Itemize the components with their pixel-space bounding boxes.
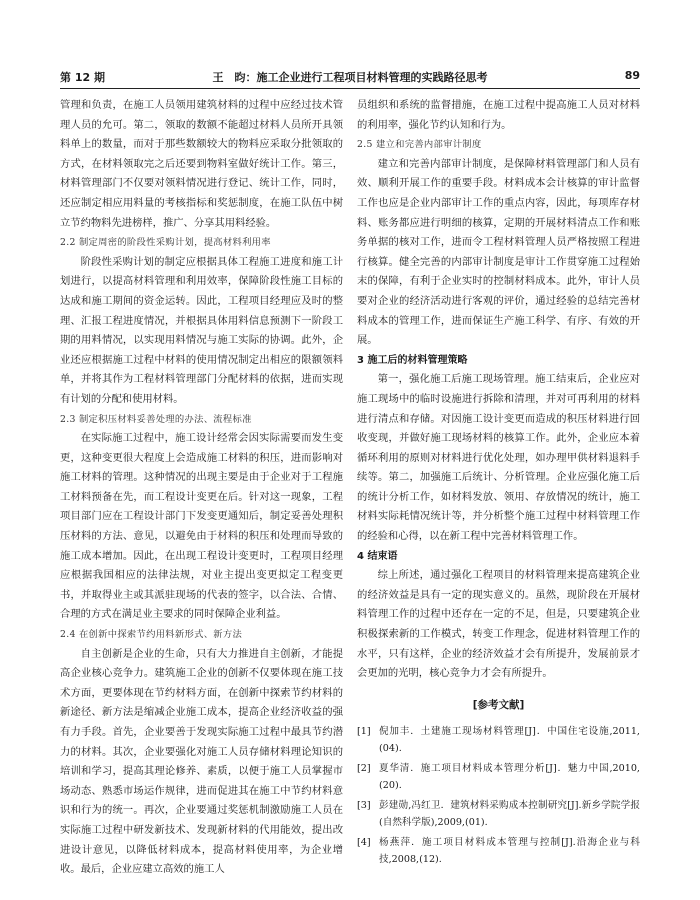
section-heading-2-3: 2.3 制定积压材料妥善处理的办法、流程标准 [60,413,252,425]
right-column [357,96,640,871]
paragraph: 第一，强化施工后施工现场管理。施工结束后，企业应对施工现场中的临时设施进行拆除和清理，并对可再利用的材料进行清点和存储。对因施工设计变更而造成的积压材料进行回收变现，并做好施工现场材料的核算工作。此外，企业应本着循环利用的原则对材料进行优化处理，如办理甲供材料退料手续等。第二，加强施工后统计、分析管理。企业应强化施工后的统计分析工作，如材料发放、领用、存放情况的统计，施工材料实际耗情况统计等，并分析整个施工过程中材料管理工作的经验和心得，以在新工程中完善材料管理工作。 [357,373,640,543]
paragraph: 建立和完善内部审计制度，是保障材料管理部门和人员有效、顺利开展工作的重要手段。材料成本会计核算的审计监督工作也应是企业内部审计工作的重点内容，因此，每项库存材料、账务都应进行明细的核算，定期的开展材料清点工作和账务单据的核对工作，进而令工程材料管理人员严格按照工程进行核算。健全完善的内部审计制度是审计工作贯穿施工过程始末的保障，有利于企业实时的控制材料成本。此外，审计人员要对企业的经济活动进行客观的评价，通过经验的总结完善材料成本的管理工作，进而保证生产施工科学、有序、有效的开展。 [357,157,640,347]
section-heading-2-2: 2.2 制定周密的阶段性采购计划，提高材料利用率 [60,237,271,249]
reference-number: [4] [357,837,371,849]
paragraph: 在实际施工过程中，施工设计经常会因实际需要而发生变更，这种变更很大程度上会造成施工材料的积压，进而影响对施工材料的管理。这种情况的出现主要是由于企业对于工程施工材料预备在先，而工程设计变更在后。针对这一现象，工程项目部门应在工程设计部门下发变更通知后，制定妥善处理积压材料的方法、意见，以避免由于材料的积压和处理而导致的施工成本增加。因此，在出现工程设计变更时，工程项目经理应根据我国相应的法律法规，对业主提出变更拟定工程变更书，并取得业主或其派驻现场的代表的签字，以合法、合情、合理的方式在满足业主要求的同时保障企业利益。 [60,432,343,621]
paragraph: 自主创新是企业的生命，只有大力推进自主创新，才能提高企业核心竞争力。建筑施工企业的创新不仅要体现在施工技术方面，更要体现在节约材料方面，在创新中探索节约材料的新途径、新方法是缩减企业施工成本，提高企业经济收益的强有力手段。首先，企业要善于发现实际施工过程中最具节约潜力的材料。其次，企业要强化对施工人员存储材料理论知识的培训和学习，提高其理论修养、素质，以便于施工人员掌握市场动态、熟悉市场运作规律，进而促进其在施工中节约材料意识和行为的统一。再次，企业要通过奖惩机制激励施工人员在实际施工过程中研发新技术、发现新材料的代用能效，提出改进设计意见，以降低材料成本，提高材料使用率，为企业增收。最后，企业应建立高效的施工人 [60,647,343,876]
issue-number: 第 12 期 [60,71,105,84]
section-heading-3: 3 施工后的材料管理策略 [357,354,468,366]
reference-item [357,797,640,831]
reference-item [357,834,640,868]
reference-text: 夏华清．施工项目材料成本管理分析[J]．魅力中国,2010,(20). [379,763,640,792]
reference-list [357,723,640,868]
left-column [60,96,343,880]
paragraph: 管理和负责，在施工人员领用建筑材料的过程中应经过技术管理人员的允可。第二，领取的数额不能超过材料人员所开具领料单上的数量，而对于那些数额较大的物料应采取分批领取的方式，在材料领取完之后还要到物料室做好统计工作。第三，材料管理部门不仅要对领料情况进行登记、统计工作，同时，还应制定相应用料量的考核指标和奖惩制度，在施工队伍中树立节约物料先进榜样，推广、分享其用料经验。 [60,99,343,229]
paragraph: 员组织和系统的监督措施，在施工过程中提高施工人员对材料的利用率，强化节约认知和行为。 [357,99,640,131]
reference-item [357,723,640,757]
running-header [60,66,640,86]
paragraph: 综上所述，通过强化工程项目的材料管理来提高建筑企业的经济效益是具有一定的现实意义的。虽然，现阶段在开展材料管理工作的过程中还存在一定的不足，但是，只要建筑企业积极探索新的工作模式，转变工作理念，促进材料管理工作的水平，只有这样，企业的经济效益才会有所提升，发展前景才会更加的光明，核心竞争力才会有所提升。 [357,569,640,680]
reference-number: [2] [357,763,371,775]
reference-number: [3] [357,800,371,812]
running-title: 王 昀：施工企业进行工程项目材料管理的实践路径思考 [212,71,488,84]
reference-number: [1] [357,726,371,738]
section-heading-2-4: 2.4 在创新中探索节约用料新形式、新方法 [60,629,243,641]
reference-text: 杨燕萍．施工项目材料成本管理与控制[J].沿海企业与科技,2008,(12). [379,837,640,866]
references-title: [参考文献] [472,698,525,711]
reference-text: 倪加丰．土建施工现场材料管理[J]．中国住宅设施,2011,(04). [379,726,640,755]
section-heading-4: 4 结束语 [357,550,398,562]
header-divider [60,88,640,89]
page-number: 89 [624,69,640,82]
section-heading-2-5: 2.5 建立和完善内部审计制度 [357,139,482,151]
reference-text: 彭建勋,冯红卫．建筑材料采购成本控制研究[J].新乡学院学报(自然科学版),2009,(01). [379,800,640,829]
paragraph: 阶段性采购计划的制定应根据具体工程施工进度和施工计划进行，以提高材料管理和利用效率，保障阶段性施工目标的达成和施工期间的资金运转。因此，工程项目经理应及时的整理、汇报工程进度情况，并根据具体用料信息预测下一阶段工期的用料情况，以实现用料情况与施工实际的协调。此外，企业还应根据施工过程中材料的使用情况制定出相应的限额领料单，并将其作为工程材料管理部门分配材料的依据，进而实现有计划的分配和使用材料。 [60,255,343,405]
reference-item [357,760,640,794]
